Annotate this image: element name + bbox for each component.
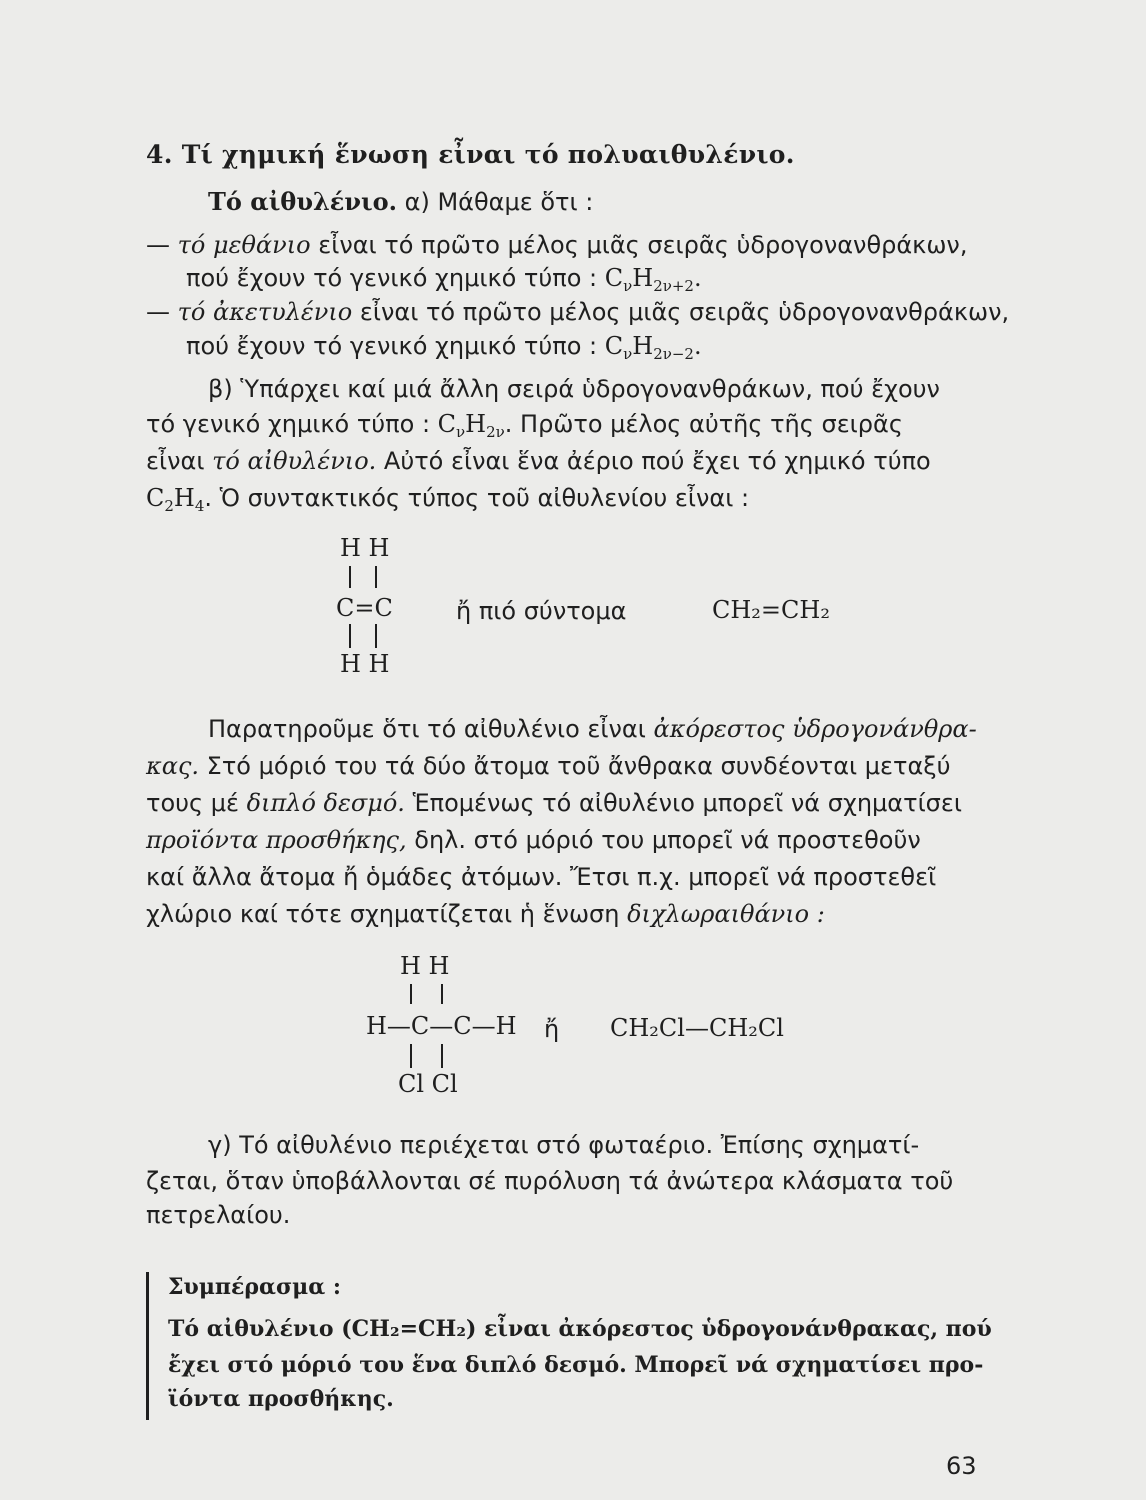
intro-label: Τό αἰθυλένιο. xyxy=(208,187,398,216)
section-number: 4. xyxy=(146,140,173,169)
ethylene-top-h: H H xyxy=(340,534,390,562)
observe-line-3: τους μέ διπλό δεσμό. Ἑπομένως τό αἰθυλένιο μπορεῖ νά σχηματίσει xyxy=(146,789,962,817)
methane-text: εἶναι τό πρῶτο μέλος μιᾶς σειρᾶς ὑδρογονανθράκων, xyxy=(318,231,968,259)
section-title: Τί χημική ἕνωση εἶναι τό πολυαιθυλένιο. xyxy=(181,140,795,169)
dash: — xyxy=(146,298,170,326)
para-b-line-3: εἶναι τό αἰθυλένιο. Αὐτό εἶναι ἕνα ἀέριο πού ἔχει τό χημικό τύπο xyxy=(146,447,931,475)
observe-line-1: Παρατηροῦμε ὅτι τό αἰθυλένιο εἶναι ἀκόρεστος ὑδρογονάνθρα- xyxy=(208,715,977,743)
conclusion-bar xyxy=(146,1272,149,1420)
ethylene-middle: C=C xyxy=(336,594,393,622)
bond-line xyxy=(375,566,377,588)
observe-line-6: χλώριο καί τότε σχηματίζεται ἡ ἕνωση διχλωραιθάνιο : xyxy=(146,900,825,928)
conclusion-line-2: ἔχει στό μόριό του ἕνα διπλό δεσμό. Μπορεῖ νά σχηματίσει προ- xyxy=(168,1352,984,1378)
acetylene-line-2 xyxy=(186,331,702,369)
dichloro-middle: H—C—C—H xyxy=(366,1012,517,1040)
para-c-line-3: πετρελαίου. xyxy=(146,1201,291,1229)
bond-line xyxy=(375,624,377,648)
conclusion-line-1: Τό αἰθυλένιο (CH₂=CH₂) εἶναι ἀκόρεστος ὑδρογονάνθρακας, πού xyxy=(168,1316,992,1342)
para-b-line-4: $C_2H_4$. Ὁ συντακτικός τύπος τοῦ αἰθυλενίου εἶναι : xyxy=(146,484,750,515)
intro-line xyxy=(208,187,593,217)
acetylene-text: εἶναι τό πρῶτο μέλος μιᾶς σειρᾶς ὑδρογονανθράκων, xyxy=(359,298,1010,326)
observe-line-2: κας. Στό μόριό του τά δύο ἄτομα τοῦ ἄνθρακα συνδέονται μεταξύ xyxy=(146,752,951,780)
observe-line-4: προϊόντα προσθήκης, δηλ. στό μόριό του μπορεῖ νά προστεθοῦν xyxy=(146,826,921,854)
methane-line2-text: πού ἔχουν τό γενικό χημικό τύπο : xyxy=(186,264,598,292)
ethylene-or-text: ἤ πιό σύντομα xyxy=(456,597,627,625)
methane-line-1 xyxy=(146,230,967,260)
conclusion-line-3: ϊόντα προσθήκης. xyxy=(168,1386,394,1412)
bond-line xyxy=(441,984,443,1004)
bond-line xyxy=(349,624,351,648)
page-number: 63 xyxy=(946,1452,977,1480)
acetylene-line-1 xyxy=(146,297,1009,327)
conclusion-title: Συμπέρασμα : xyxy=(168,1274,341,1300)
section-heading xyxy=(146,140,795,169)
dichloro-short-formula: CH₂Cl—CH₂Cl xyxy=(610,1014,784,1042)
ethylene-bottom-h: H H xyxy=(340,650,390,678)
para-b-line-1: β) Ὑπάρχει καί μιά ἄλλη σειρά ὑδρογονανθράκων, πού ἔχουν xyxy=(208,375,940,403)
para-c-line-2: ζεται, ὅταν ὑποβάλλονται σέ πυρόλυση τά ἀνώτερα κλάσματα τοῦ xyxy=(146,1167,954,1195)
bond-line xyxy=(410,984,412,1004)
methane-formula: $C_\nu H_{2\nu+2}$. xyxy=(604,264,702,295)
acetylene-formula: $C_\nu H_{2\nu-2}$. xyxy=(604,332,702,363)
ethylene-short-formula: CH₂=CH₂ xyxy=(712,596,830,624)
acetylene-name: τό ἀκετυλένιο xyxy=(177,298,353,326)
bond-line xyxy=(349,566,351,588)
para-b-line-2: τό γενικό χημικό τύπο : $C_\nu H_{2\nu}$. Πρῶτο μέλος αὐτῆς τῆς σειρᾶς xyxy=(146,410,903,441)
intro-text: α) Μάθαμε ὅτι : xyxy=(404,188,594,216)
dichloro-bottom-cl: Cl Cl xyxy=(398,1070,458,1098)
bond-line xyxy=(410,1044,412,1068)
bond-line xyxy=(441,1044,443,1068)
methane-line-2 xyxy=(186,263,702,301)
methane-name: τό μεθάνιο xyxy=(177,231,311,259)
acetylene-line2-text: πού ἔχουν τό γενικό χημικό τύπο : xyxy=(186,332,598,360)
dash: — xyxy=(146,231,170,259)
dichloro-top-h: H H xyxy=(400,952,450,980)
observe-line-5: καί ἄλλα ἄτομα ἤ ὁμάδες ἀτόμων. Ἔτσι π.χ. μπορεῖ νά προστεθεῖ xyxy=(146,863,937,891)
para-c-line-1: γ) Τό αἰθυλένιο περιέχεται στό φωταέριο. Ἐπίσης σχηματί- xyxy=(208,1131,920,1159)
dichloro-or-text: ἤ xyxy=(544,1015,560,1043)
